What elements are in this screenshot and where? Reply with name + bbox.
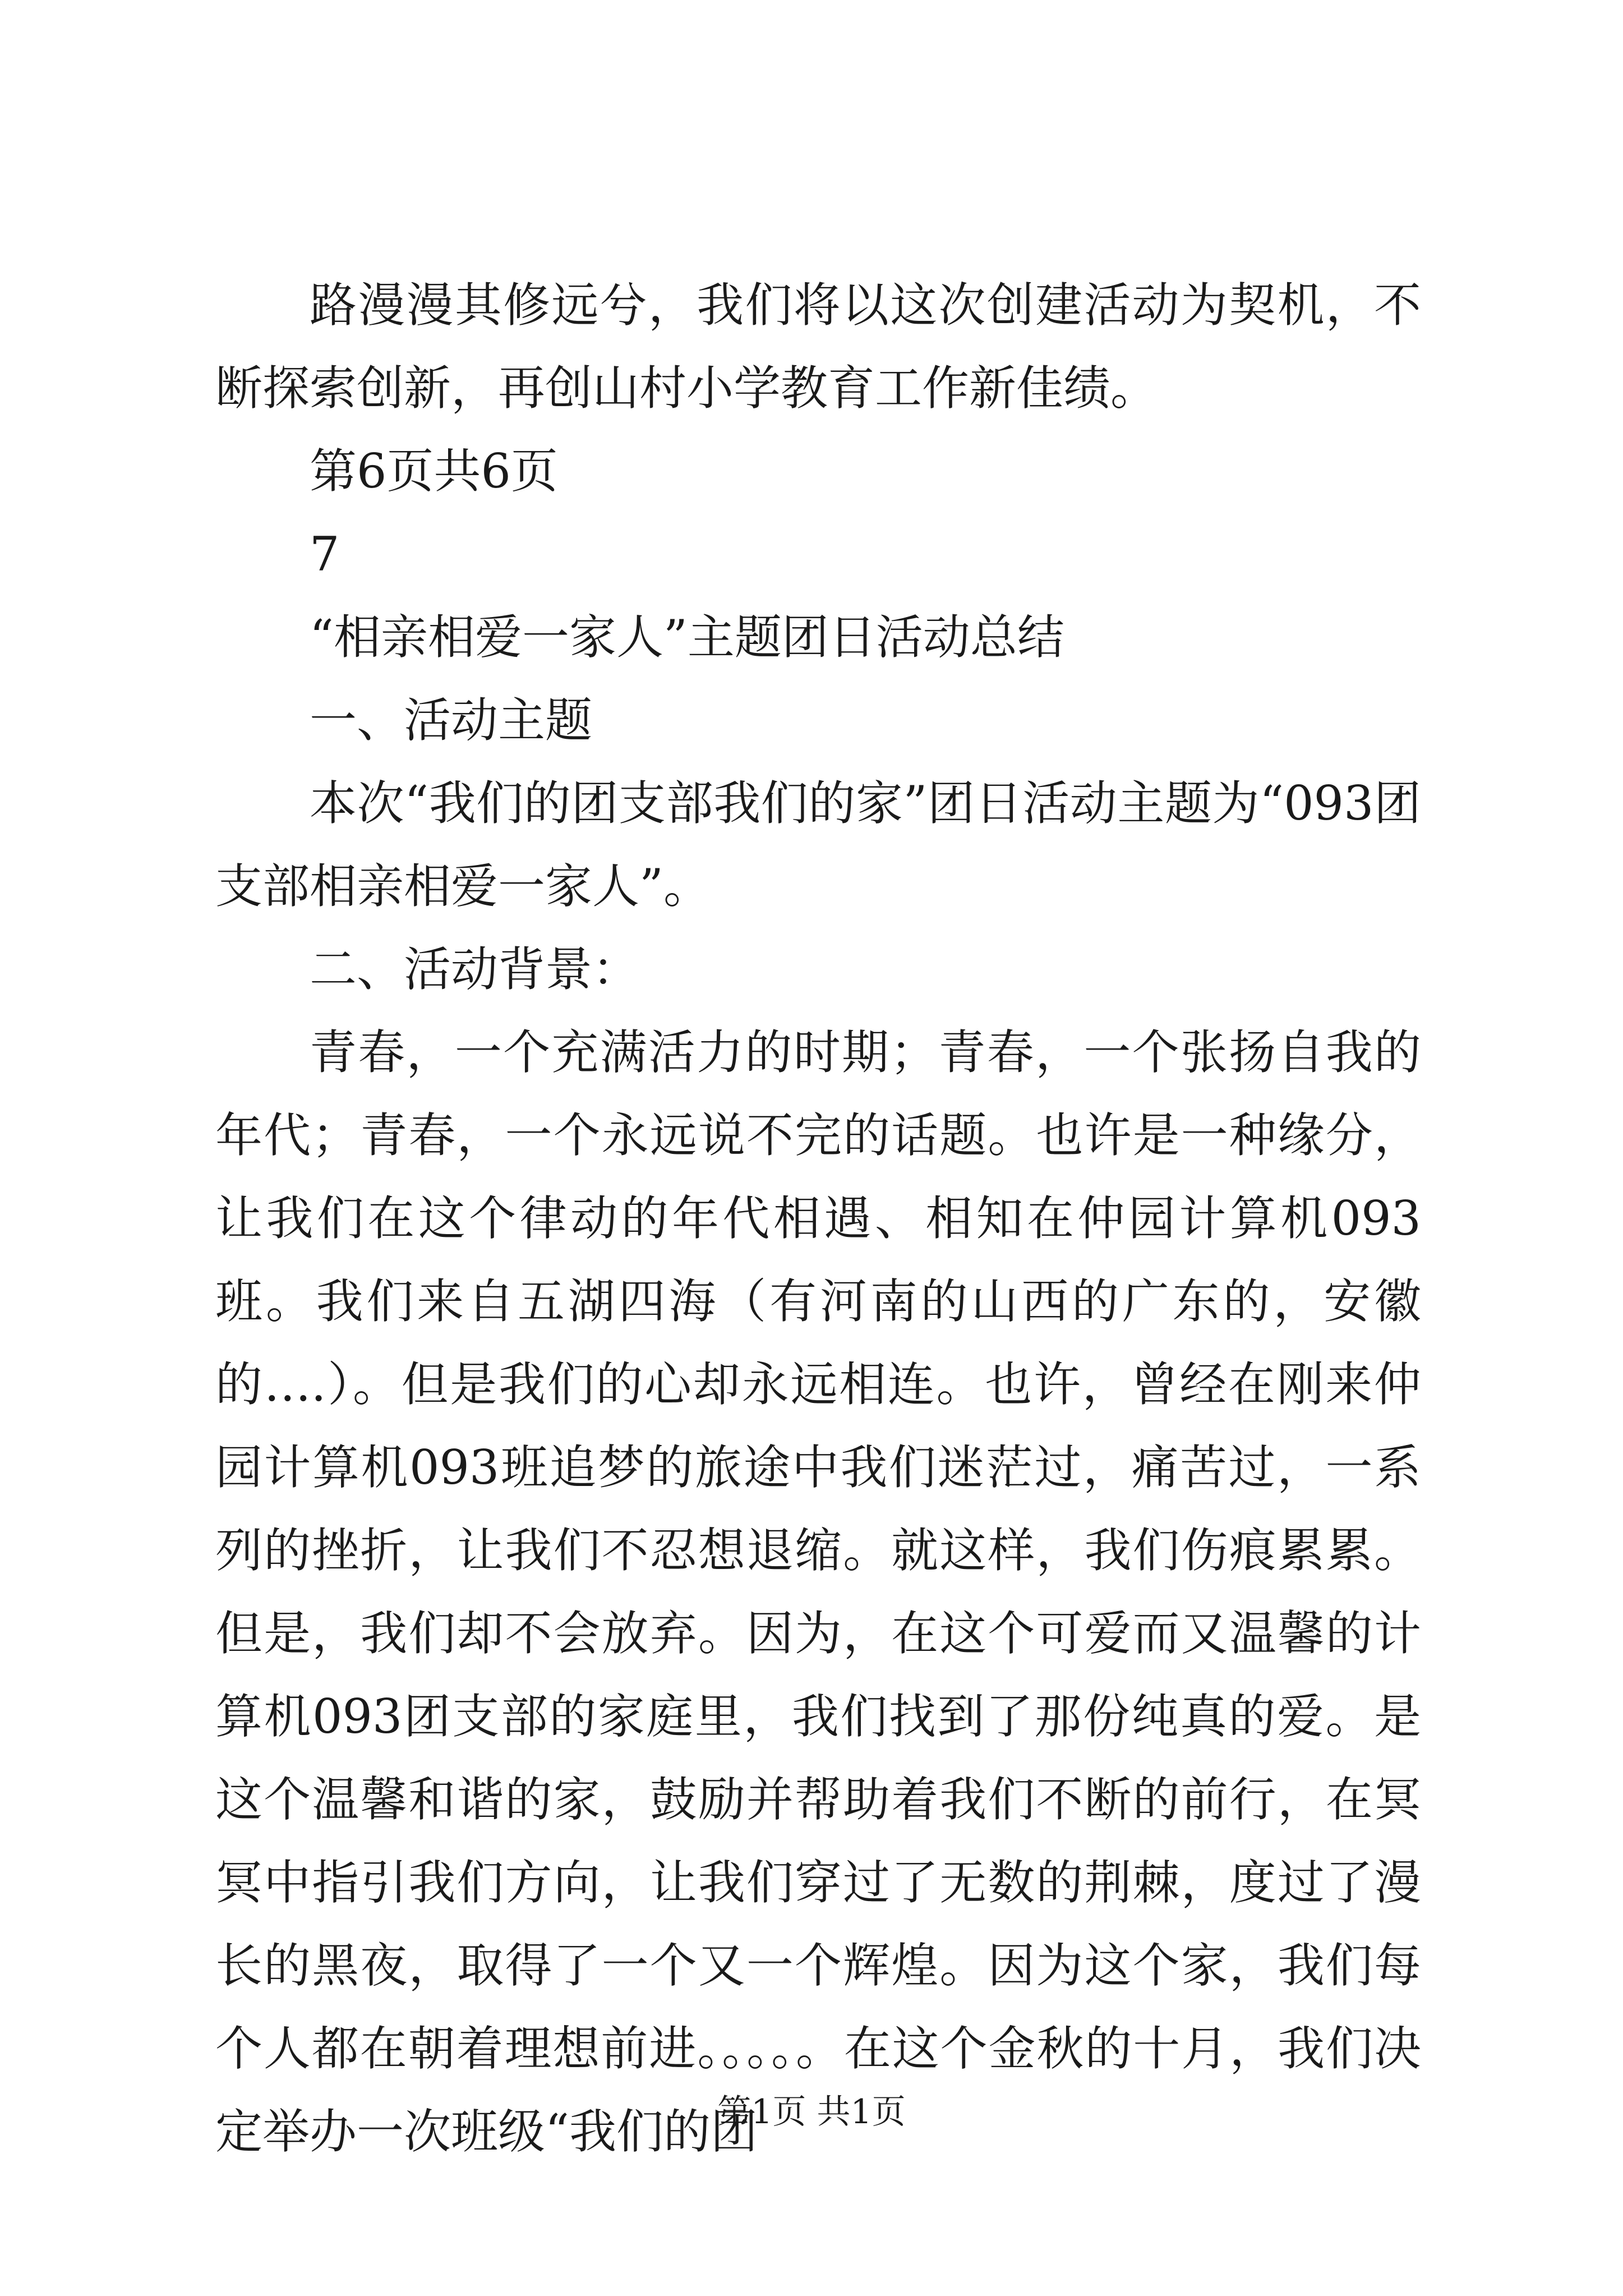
paragraph-closing: 路漫漫其修远兮，我们将以这次创建活动为契机，不断探索创新，再创山村小学教育工作新佳绩。 bbox=[215, 278, 1421, 416]
page-count-line: 第6页共6页 bbox=[310, 444, 558, 499]
section-heading-theme: 一、活动主题 bbox=[310, 693, 593, 748]
page-number-line: 7 bbox=[310, 527, 340, 582]
paragraph-background: 青春，一个充满活力的时期；青春，一个张扬自我的年代；青春，一个永远说不完的话题。也许是一种缘分，让我们在这个律动的年代相遇、相知在仲园计算机093班。我们来自五湖四海（有河南的山西的广东的，安徽的….）。但是我们的心却永远相连。也许，曾经在刚来仲园计算机093班追梦的旅途中我们迷茫过，痛苦过，一系列的挫折，让我们不忍想退缩。就这样，我们伤痕累累。但是，我们却不会放弃。因为，在这个可爱而又温馨的计算机093团支部的家庭里，我们找到了那份纯真的爱。是这个温馨和谐的家，鼓励并帮助着我们不断的前行，在冥冥中指引我们方向，让我们穿过了无数的荆棘，度过了漫长的黑夜，取得了一个又一个辉煌。因为这个家，我们每个人都在朝着理想前进。。。。。在这个金秋的十月，我们决定举办一次班级“我们的团 bbox=[215, 1025, 1421, 2159]
document-title: “相亲相爱一家人”主题团日活动总结 bbox=[310, 610, 1064, 665]
paragraph-theme: 本次“我们的团支部我们的家”团日活动主题为“093团支部相亲相爱一家人”。 bbox=[215, 776, 1421, 914]
document-body bbox=[215, 264, 1421, 2173]
page-footer: 第1页 共1页 bbox=[717, 2092, 906, 2132]
section-heading-background: 二、活动背景： bbox=[310, 942, 640, 997]
